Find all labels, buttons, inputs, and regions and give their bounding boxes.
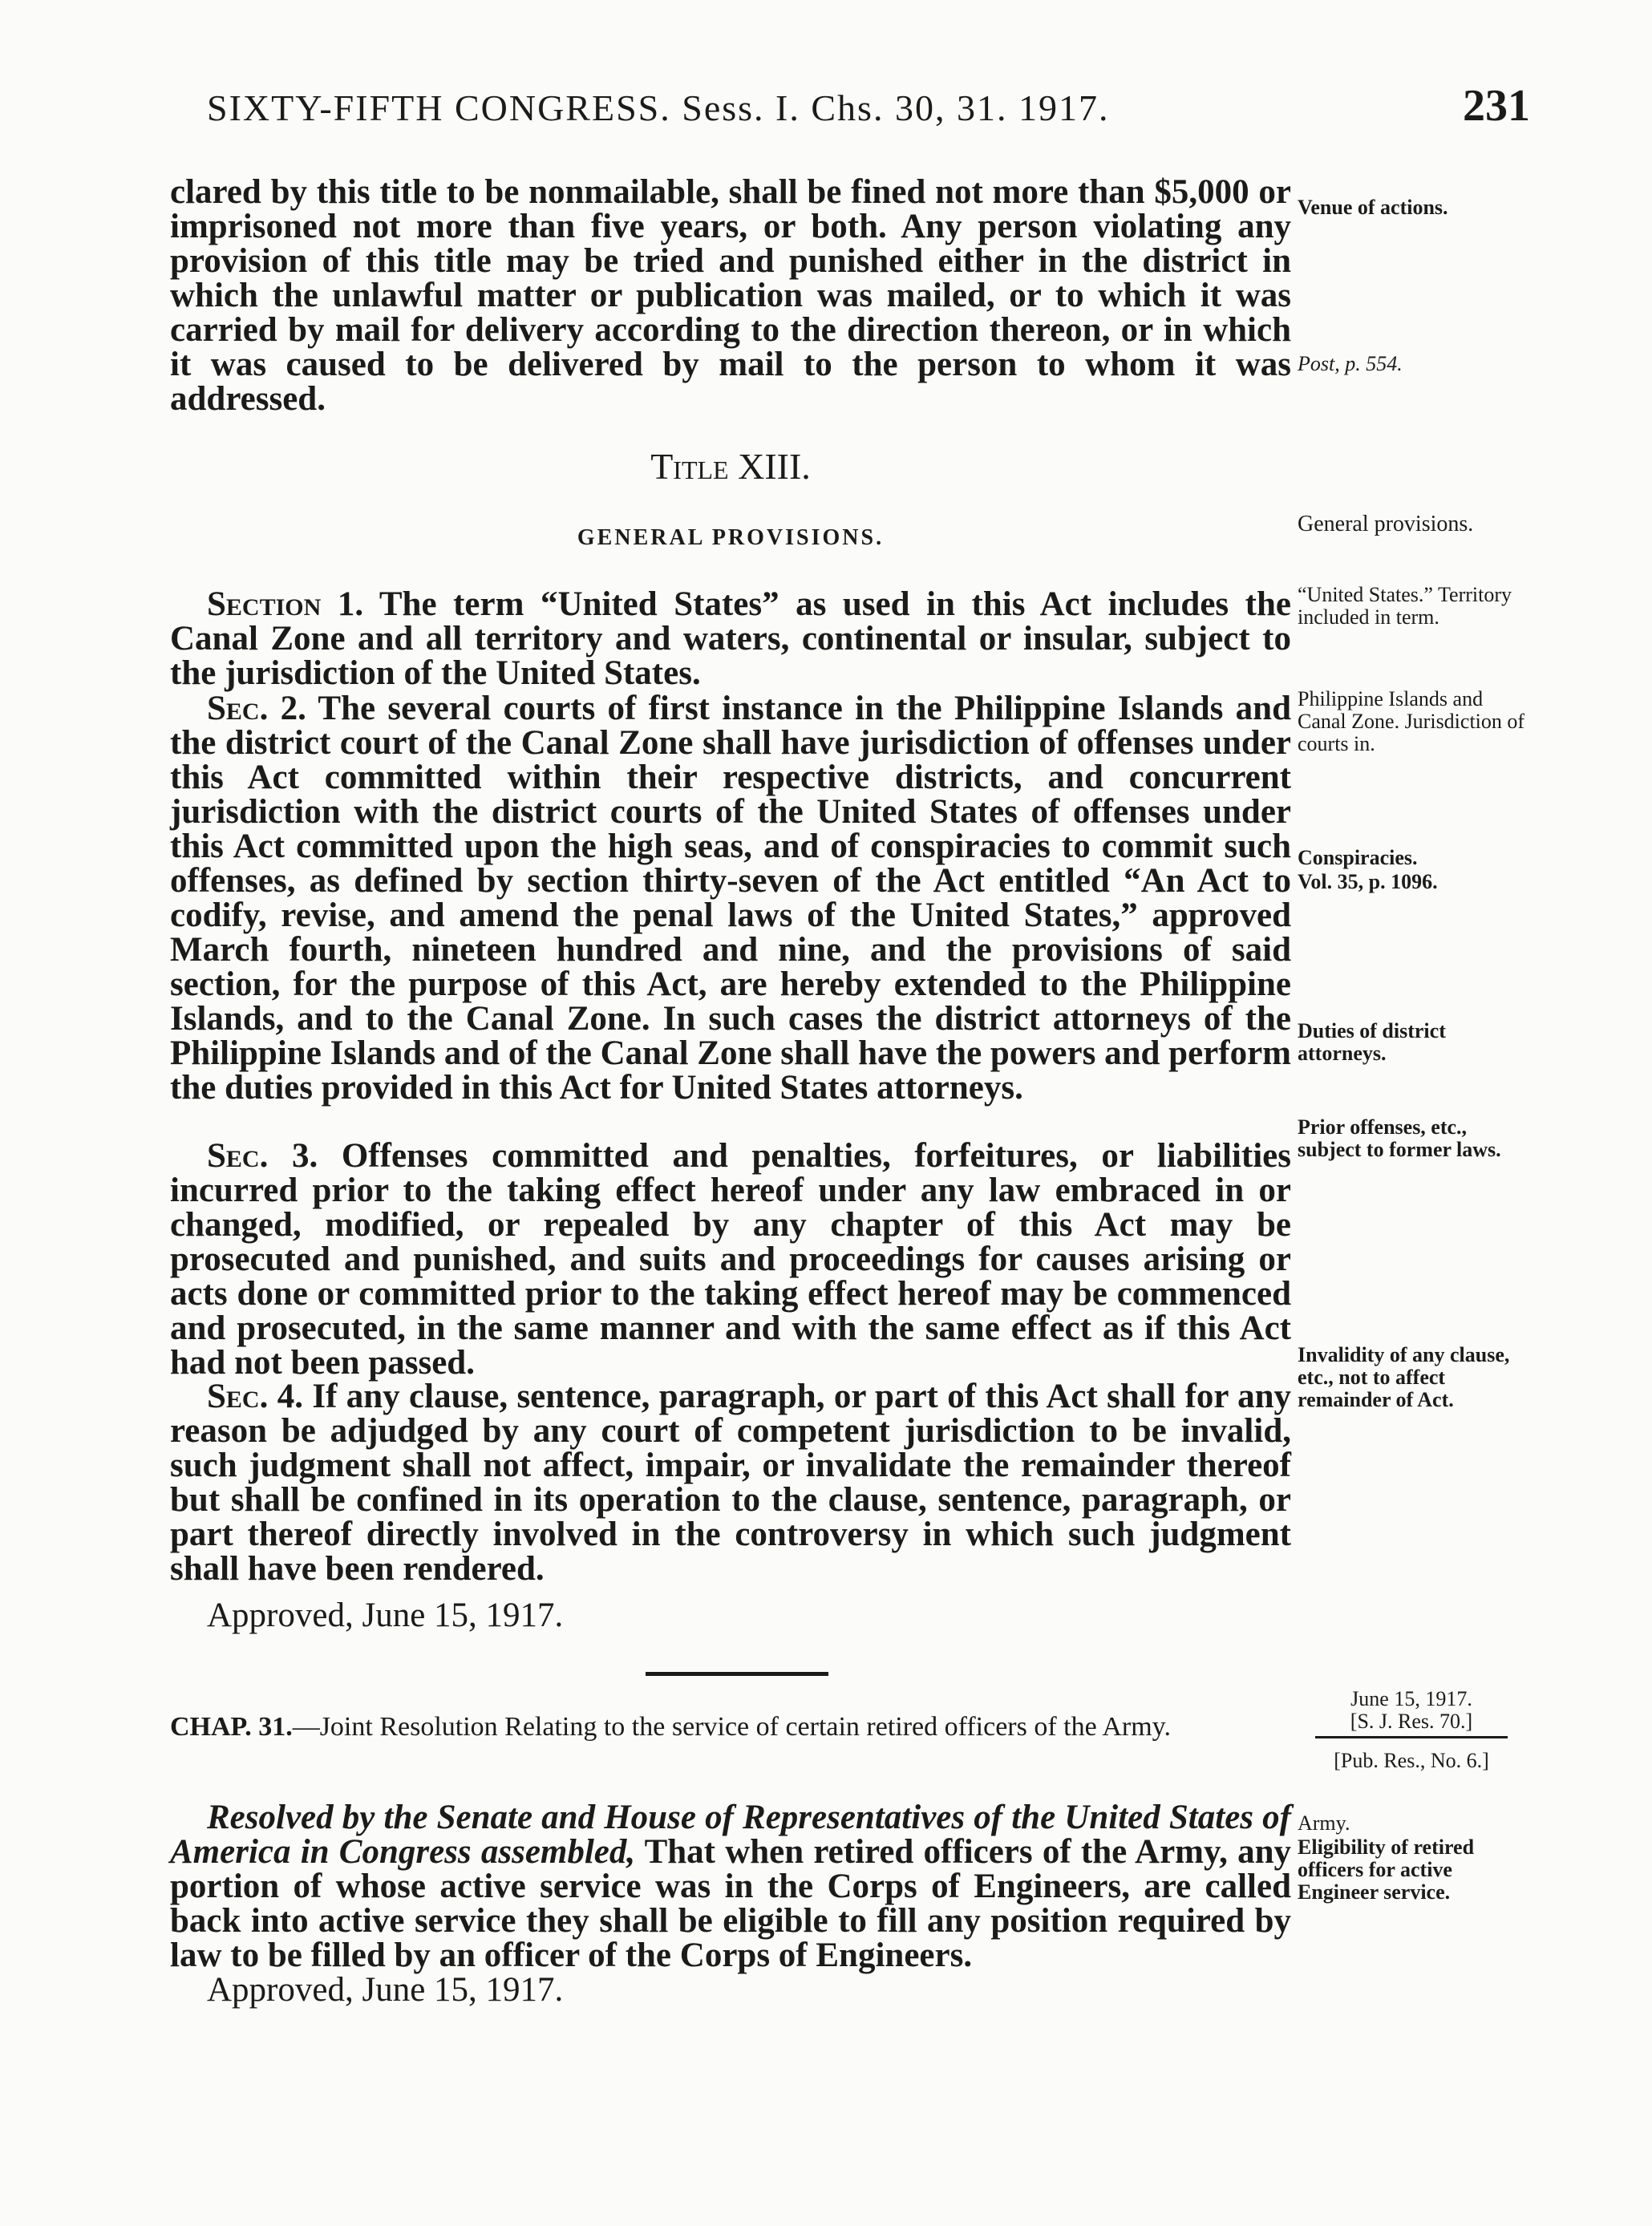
title-heading: Title XIII. (650, 446, 811, 487)
section-subheading: GENERAL PROVISIONS. (577, 525, 885, 550)
section-4 (170, 1379, 1291, 1586)
section-4-text: If any clause, sentence, paragraph, or part of this Act shall for any reason be adjudged by any court of competent jurisdiction to be invalid, such judgment shall not affect, impair, or invalidate the remainder thereof but shall be confined in its operation to the clause, sentence, paragraph, or part thereof directly involved in the controversy in which such judgment shall have been rendered. (170, 1378, 1291, 1588)
margin-note-venue: Venue of actions. (1298, 196, 1448, 219)
section-2-text: The several courts of first instance in the Philippine Islands and the district court of the Canal Zone shall have jurisdiction of offenses under this Act committed within their respective districts, and concurrent jurisdiction with the district courts of the United States of offenses under this Act committed upon the high seas, and of conspiracies to commit such offenses, as defined by section thirty-seven of the Act entitled “An Act to codify, revise, and amend the penal laws of the United States,” approved March fourth, nineteen hundred and nine, and the provisions of said section, for the purpose of this Act, are hereby extended to the Philippine Islands, and to the Canal Zone. In such cases the district attorneys of the Philippine Islands and of the Canal Zone shall have the powers and perform the duties provided in this Act for United States attorneys. (170, 690, 1291, 1107)
margin-note-duties: Duties of district attorneys. (1298, 1019, 1446, 1065)
approved-date-1: Approved, June 15, 1917. (207, 1597, 564, 1634)
margin-note-united-states: “United States.” Territory included in term. (1298, 583, 1512, 629)
page-number: 231 (1463, 81, 1530, 131)
margin-note-philippine: Philippine Islands and Canal Zone. Jurisdiction of courts in. (1298, 687, 1525, 755)
margin-note-army: Army. (1298, 1811, 1350, 1835)
running-title: SIXTY-FIFTH CONGRESS. Sess. I. Chs. 30, 31. 1917. (207, 87, 1110, 128)
section-3 (170, 1139, 1291, 1380)
chapter-heading (170, 1712, 1291, 1742)
section-1 (170, 587, 1291, 690)
section-2 (170, 691, 1291, 1105)
continued-paragraph: clared by this title to be nonmailable, shall be fined not more than $5,000 or imprisoned not more than five years, or both. Any person violating any provision of this title may be tried and punished either in the district in which the unlawful matter or publication was mailed, or to which it was carried by mail for delivery according to the direction thereon, or in which it was caused to be delivered by mail to the person to whom it was addressed. (170, 173, 1291, 418)
margin-note-eligibility: Eligibility of retired officers for active Engineer service. (1298, 1835, 1475, 1904)
resolved-clause: Resolved by the Senate and House of Representatives of the United States of America in Congress assembled, (170, 1799, 1291, 1871)
resolution-body: That when retired officers of the Army, any portion of whose active service was in the Corps of Engineers, are called back into active service they shall be eligible to fill any position required by law to be filled by an officer of the Corps of Engineers. (170, 1833, 1291, 1974)
resolution-text (170, 1800, 1291, 1973)
margin-note-conspiracies: Conspiracies. (1298, 846, 1418, 869)
section-1-label: Section 1. (207, 585, 364, 623)
section-3-text: Offenses committed and penalties, forfeitures, or liabilities incurred prior to the taking effect hereof under any law embraced in or changed, modified, or repealed by any chapter of this Act may be prosecuted and punished, and suits and proceedings for causes arising or acts done or committed prior to the taking effect hereof may be commenced and prosecuted, in the same manner and with the same effect as if this Act had not been passed. (170, 1137, 1292, 1382)
margin-note-prior-offenses: Prior offenses, etc., subject to former laws. (1298, 1115, 1501, 1161)
section-2-label: Sec. 2. (207, 690, 306, 727)
section-4-label: Sec. 4. (207, 1378, 303, 1415)
margin-note-sj-res: [S. J. Res. 70.] (1315, 1710, 1508, 1738)
margin-note-invalidity: Invalidity of any clause, etc., not to affect remainder of Act. (1298, 1343, 1510, 1411)
margin-note-pub-res: [Pub. Res., No. 6.] (1334, 1749, 1489, 1772)
margin-note-vol-ref: Vol. 35, p. 1096. (1298, 870, 1438, 893)
section-divider (646, 1672, 828, 1676)
section-3-label: Sec. 3. (207, 1137, 318, 1175)
margin-note-date: June 15, 1917. (1350, 1687, 1472, 1710)
margin-note-post-ref: Post, p. 554. (1298, 352, 1403, 375)
margin-note-general-provisions: General provisions. (1298, 512, 1474, 536)
chapter-label: CHAP. 31. (170, 1712, 293, 1742)
section-1-text: The term “United States” as used in this Act includes the Canal Zone and all territory and waters, continental or insular, subject to the jurisdiction of the United States. (170, 585, 1292, 692)
chapter-title: —Joint Resolution Relating to the service of certain retired officers of the Army. (292, 1712, 1171, 1742)
approved-date-2: Approved, June 15, 1917. (207, 1971, 564, 2009)
